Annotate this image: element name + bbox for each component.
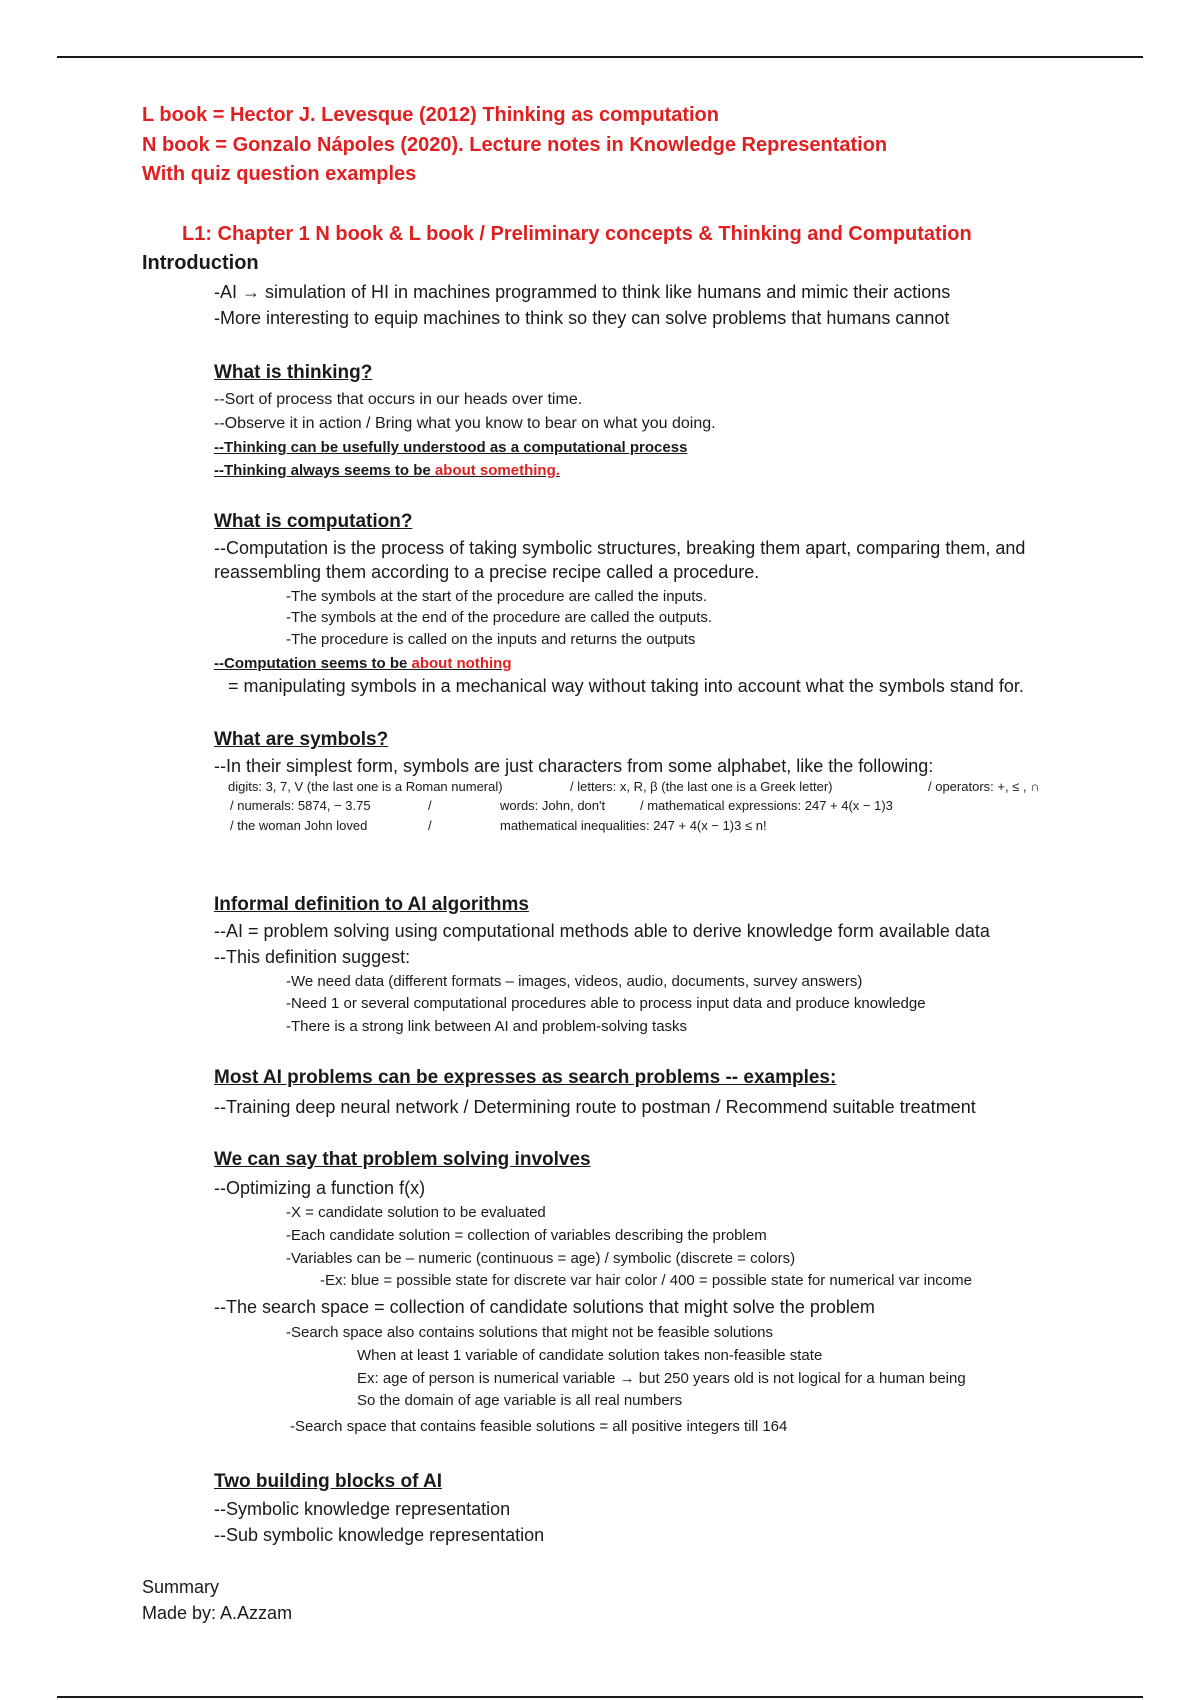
- optimizing-line: --Optimizing a function f(x): [214, 1178, 426, 1198]
- introduction-heading: Introduction: [142, 252, 259, 274]
- computation-sub: -The symbols at the start of the procedure are called the inputs.: [286, 588, 708, 605]
- n-book-line: N book = Gonzalo Nápoles (2020). Lecture notes in Knowledge Representation: [142, 134, 888, 156]
- informal-heading: Informal definition to AI algorithms: [214, 894, 529, 915]
- symbols-phrase: / the woman John loved: [230, 818, 368, 833]
- problem-sub: -Variables can be – numeric (continuous = age) / symbolic (discrete = colors): [286, 1250, 796, 1267]
- symbols-expressions: / mathematical expressions: 247 + 4(x − 1)3: [640, 798, 893, 813]
- thinking-bold-line: --Thinking can be usefully understood as a computational process: [214, 439, 688, 456]
- search-space-sub: -Search space also contains solutions that might not be feasible solutions: [286, 1324, 773, 1341]
- top-rule: [57, 56, 1143, 58]
- thinking-heading: What is thinking?: [214, 362, 373, 383]
- informal-sub: -Need 1 or several computational procedures able to process input data and produce knowledge: [286, 995, 926, 1012]
- search-space-detail: When at least 1 variable of candidate solution takes non-feasible state: [357, 1347, 823, 1364]
- summary-label: Summary: [142, 1577, 220, 1597]
- symbols-separator: /: [428, 818, 432, 833]
- symbols-numerals: / numerals: 5874, − 3.75: [230, 798, 371, 813]
- informal-line: --AI = problem solving using computational methods able to derive knowledge form available data: [214, 921, 990, 941]
- computation-sub: -The symbols at the end of the procedure are called the outputs.: [286, 609, 713, 626]
- problem-example: -Ex: blue = possible state for discrete var hair color / 400 = possible state for numerical var income: [320, 1272, 972, 1289]
- symbols-operators: / operators: +, ≤ , ∩: [928, 779, 1040, 794]
- informal-sub: -We need data (different formats – images, videos, audio, documents, survey answers): [286, 973, 863, 990]
- symbols-digits: digits: 3, 7, V (the last one is a Roman numeral): [228, 779, 503, 794]
- computation-bold-line: [214, 655, 511, 672]
- thinking-red-text: about something.: [434, 462, 560, 479]
- intro-line: -More interesting to equip machines to think so they can solve problems that humans cannot: [214, 308, 950, 328]
- computation-sub: -The procedure is called on the inputs and returns the outputs: [286, 631, 696, 648]
- computation-explain: = manipulating symbols in a mechanical way without taking into account what the symbols stand for.: [228, 676, 1024, 696]
- computation-heading: What is computation?: [214, 511, 413, 532]
- symbols-letters: / letters: x, R, β (the last one is a Greek letter): [570, 779, 833, 794]
- thinking-bold-prefix: --Thinking always seems to be: [214, 462, 435, 479]
- informal-line: --This definition suggest:: [214, 947, 411, 967]
- computation-bold-prefix: --Computation seems to be: [214, 655, 412, 672]
- computation-red-text: about nothing: [411, 655, 512, 672]
- symbols-separator: /: [428, 798, 432, 813]
- thinking-line: --Observe it in action / Bring what you know to bear on what you doing.: [214, 415, 716, 432]
- problem-sub: -X = candidate solution to be evaluated: [286, 1204, 546, 1221]
- search-line: --Training deep neural network / Determining route to postman / Recommend suitable treatment: [214, 1097, 976, 1117]
- computation-line: --Computation is the process of taking symbolic structures, breaking them apart, comparing them, and: [214, 538, 1026, 558]
- computation-line: reassembling them according to a precise recipe called a procedure.: [214, 562, 760, 582]
- intro-line: -AI → simulation of HI in machines programmed to think like humans and mimic their actions: [214, 282, 951, 302]
- thinking-bold-line: [214, 462, 560, 479]
- symbols-heading: What are symbols?: [214, 729, 389, 750]
- blocks-line: --Sub symbolic knowledge representation: [214, 1525, 545, 1545]
- l-book-line: L book = Hector J. Levesque (2012) Thinking as computation: [142, 104, 719, 126]
- thinking-line: --Sort of process that occurs in our heads over time.: [214, 391, 583, 408]
- quiz-line: With quiz question examples: [142, 163, 417, 185]
- search-space-feasible: -Search space that contains feasible solutions = all positive integers till 164: [290, 1418, 788, 1435]
- search-space-line: --The search space = collection of candidate solutions that might solve the problem: [214, 1297, 875, 1317]
- symbols-words: words: John, don't: [500, 798, 606, 813]
- problem-sub: -Each candidate solution = collection of variables describing the problem: [286, 1227, 767, 1244]
- blocks-heading: Two building blocks of AI: [214, 1471, 442, 1492]
- search-space-detail: So the domain of age variable is all real numbers: [357, 1392, 683, 1409]
- symbols-intro: --In their simplest form, symbols are just characters from some alphabet, like the following:: [214, 756, 934, 776]
- problem-solving-heading: We can say that problem solving involves: [214, 1149, 591, 1170]
- symbols-inequalities: mathematical inequalities: 247 + 4(x − 1)3 ≤ n!: [500, 818, 767, 833]
- search-heading: Most AI problems can be expresses as search problems -- examples:: [214, 1067, 837, 1088]
- search-space-detail: Ex: age of person is numerical variable → but 250 years old is not logical for a human being: [357, 1370, 966, 1387]
- informal-sub: -There is a strong link between AI and problem-solving tasks: [286, 1018, 688, 1035]
- blocks-line: --Symbolic knowledge representation: [214, 1499, 511, 1519]
- bottom-rule: [57, 1696, 1143, 1698]
- lecture-title: L1: Chapter 1 N book & L book / Preliminary concepts & Thinking and Computation: [182, 223, 972, 245]
- author-line: Made by: A.Azzam: [142, 1603, 293, 1623]
